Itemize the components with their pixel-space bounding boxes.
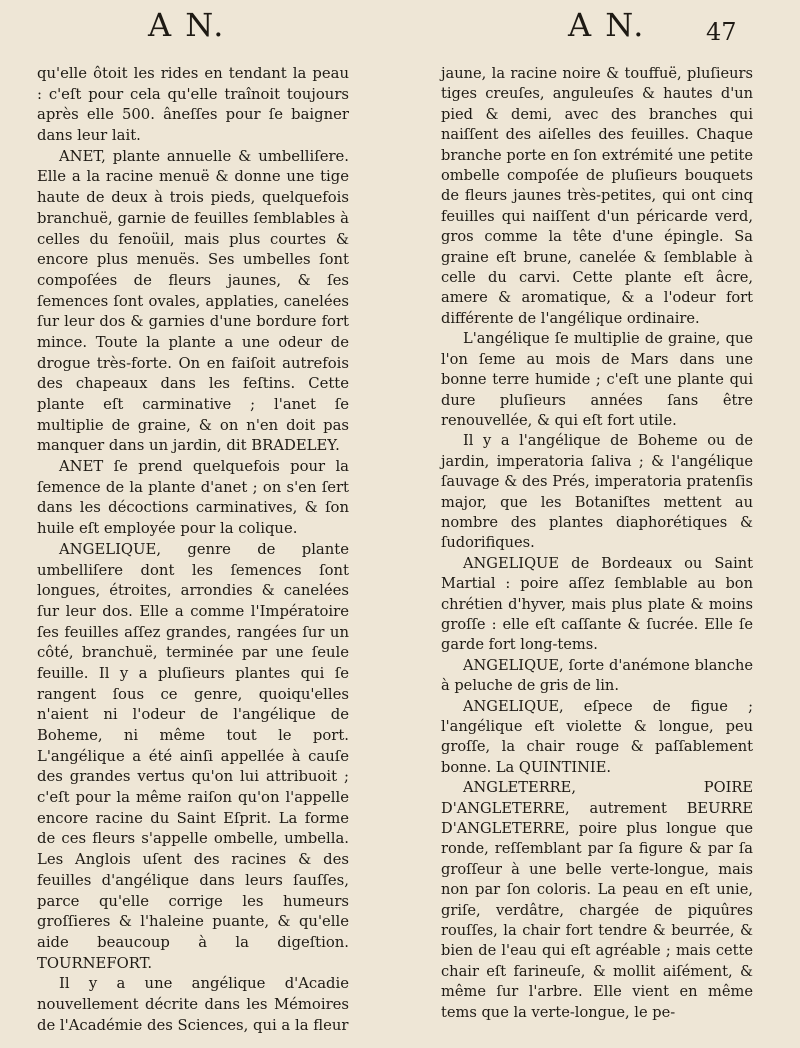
paragraph: ANGELIQUE de Bordeaux ou Saint Martial : poire aſſez ſemblable au bon chrétien d'hyver, mais plus plate & moins groſſe : elle eſt caſſante & ſucrée. Elle ſe garde fort long-tems. [441,554,753,654]
right-column [441,64,753,1023]
paragraph: Il y a une angélique d'Acadie nouvellement décrite dans les Mémoires de l'Académie des Sciences, qui a la fleur [37,975,349,1034]
page-number: 47 [706,18,737,46]
left-running-head: A N. [148,6,226,44]
paragraph: L'angélique ſe multiplie de graine, que l'on ſeme au mois de Mars dans une bonne terre humide ; c'eſt une plante qui dure pluſieurs années ſans être renouvellée, & qui eſt fort utile. [441,330,753,429]
paragraph: jaune, la racine noire & touffuë, pluſieurs tiges creuſes, anguleuſes & hautes d'un pied & demi, avec des branches qui naiſſent des aiſelles des feuilles. Chaque branche porte en ſon extrémité une petite ombelle compoſée de pluſieurs bouquets de fleurs jaunes très-petites, qui ont cinq feuilles qui naiſſent d'un péricarde verd, gros comme la tête d'une épingle. Sa graine eſt brune, canelée & ſemblable à celle du carvi. Cette plante eſt âcre, amere & aromatique, & a l'odeur fort différente de l'angélique ordinaire. [441,65,753,327]
paragraph: ANGELIQUE, genre de plante umbelliſere dont les ſemences ſont longues, étroites, arrondies & canelées ſur leur dos. Elle a comme l'Impératoire ſes feuilles aſſez grandes, rangées ſur un côté, branchuë, terminée par une ſeule feuille. Il y a pluſieurs plantes qui ſe rangent ſous ce genre, quoiqu'elles n'aient ni l'odeur de l'angélique de Boheme, ni même tout le port. L'angélique a été ainſi appellée à cauſe des grandes vertus qu'on lui attribuoit ; c'eſt pour la même raiſon qu'on l'appelle encore racine du Saint Eſprit. La forme de ces fleurs s'appelle ombelle, umbella. Les Anglois uſent des racines & des feuilles d'angélique dans leurs ſauſſes, parce qu'elle corrige les humeurs groſſieres & l'haleine puante, & qu'elle aide beaucoup à la digeſtion. TOURNEFORT. [37,540,349,972]
paragraph: ANET ſe prend quelquefois pour la ſemence de la plante d'anet ; on s'en ſert dans les décoctions carminatives, & ſon huile eſt employée pour la colique. [37,458,349,538]
paragraph: ANET, plante annuelle & umbelliſere. Elle a la racine menuë & donne une tige haute de deux à trois pieds, quelquefois branchuë, garnie de feuilles ſemblables à celles du fenoüil, mais plus courtes & encore plus menuës. Ses umbelles ſont compoſées de fleurs jaunes, & ſes ſemences ſont ovales, applaties, canelées ſur leur dos & garnies d'une bordure fort mince. Toute la plante a une odeur de drogue très-forte. On en faiſoit autrefois des chapeaux dans les feſtins. Cette plante eſt carminative ; l'anet ſe multiplie de graine, & on n'en doit pas manquer dans un jardin, dit BRADELEY. [37,147,349,455]
paragraph: ANGELIQUE, eſpece de figue ; l'angélique eſt violette & longue, peu groſſe, la chair rouge & paſſablement bonne. La QUINTINIE. [441,697,753,776]
left-column [37,64,349,1036]
paragraph: ANGLETERRE, POIRE D'ANGLETERRE, autrement BEURRE D'ANGLETERRE, poire plus longue que ronde, reſſemblant par ſa figure & par ſa groſſeur à une belle verte-longue, mais non par ſon coloris. La peau en eſt unie, griſe, verdâtre, chargée de piquûres rouſſes, la chair fort tendre & beurrée, & bien de l'eau qui eſt agréable ; mais cette chair eſt farineuſe, & mollit aiſément, & même ſur l'arbre. Elle vient en même tems que la verte-longue, le pe- [441,779,753,1021]
paragraph: Il y a l'angélique de Boheme ou de jardin, imperatoria ſaliva ; & l'angélique ſauvage & des Prés, imperatoria pratenſis major, que les Botaniſtes mettent au nombre des plantes diaphorétiques & ſudorifiques. [441,432,753,552]
right-running-head: A N. [568,6,646,44]
paragraph: qu'elle ôtoit les rides en tendant la peau : c'eſt pour cela qu'elle traînoit toujours après elle 500. âneſſes pour ſe baigner dans leur lait. [37,65,349,145]
paragraph: ANGELIQUE, ſorte d'anémone blanche à peluche de gris de lin. [441,656,753,695]
